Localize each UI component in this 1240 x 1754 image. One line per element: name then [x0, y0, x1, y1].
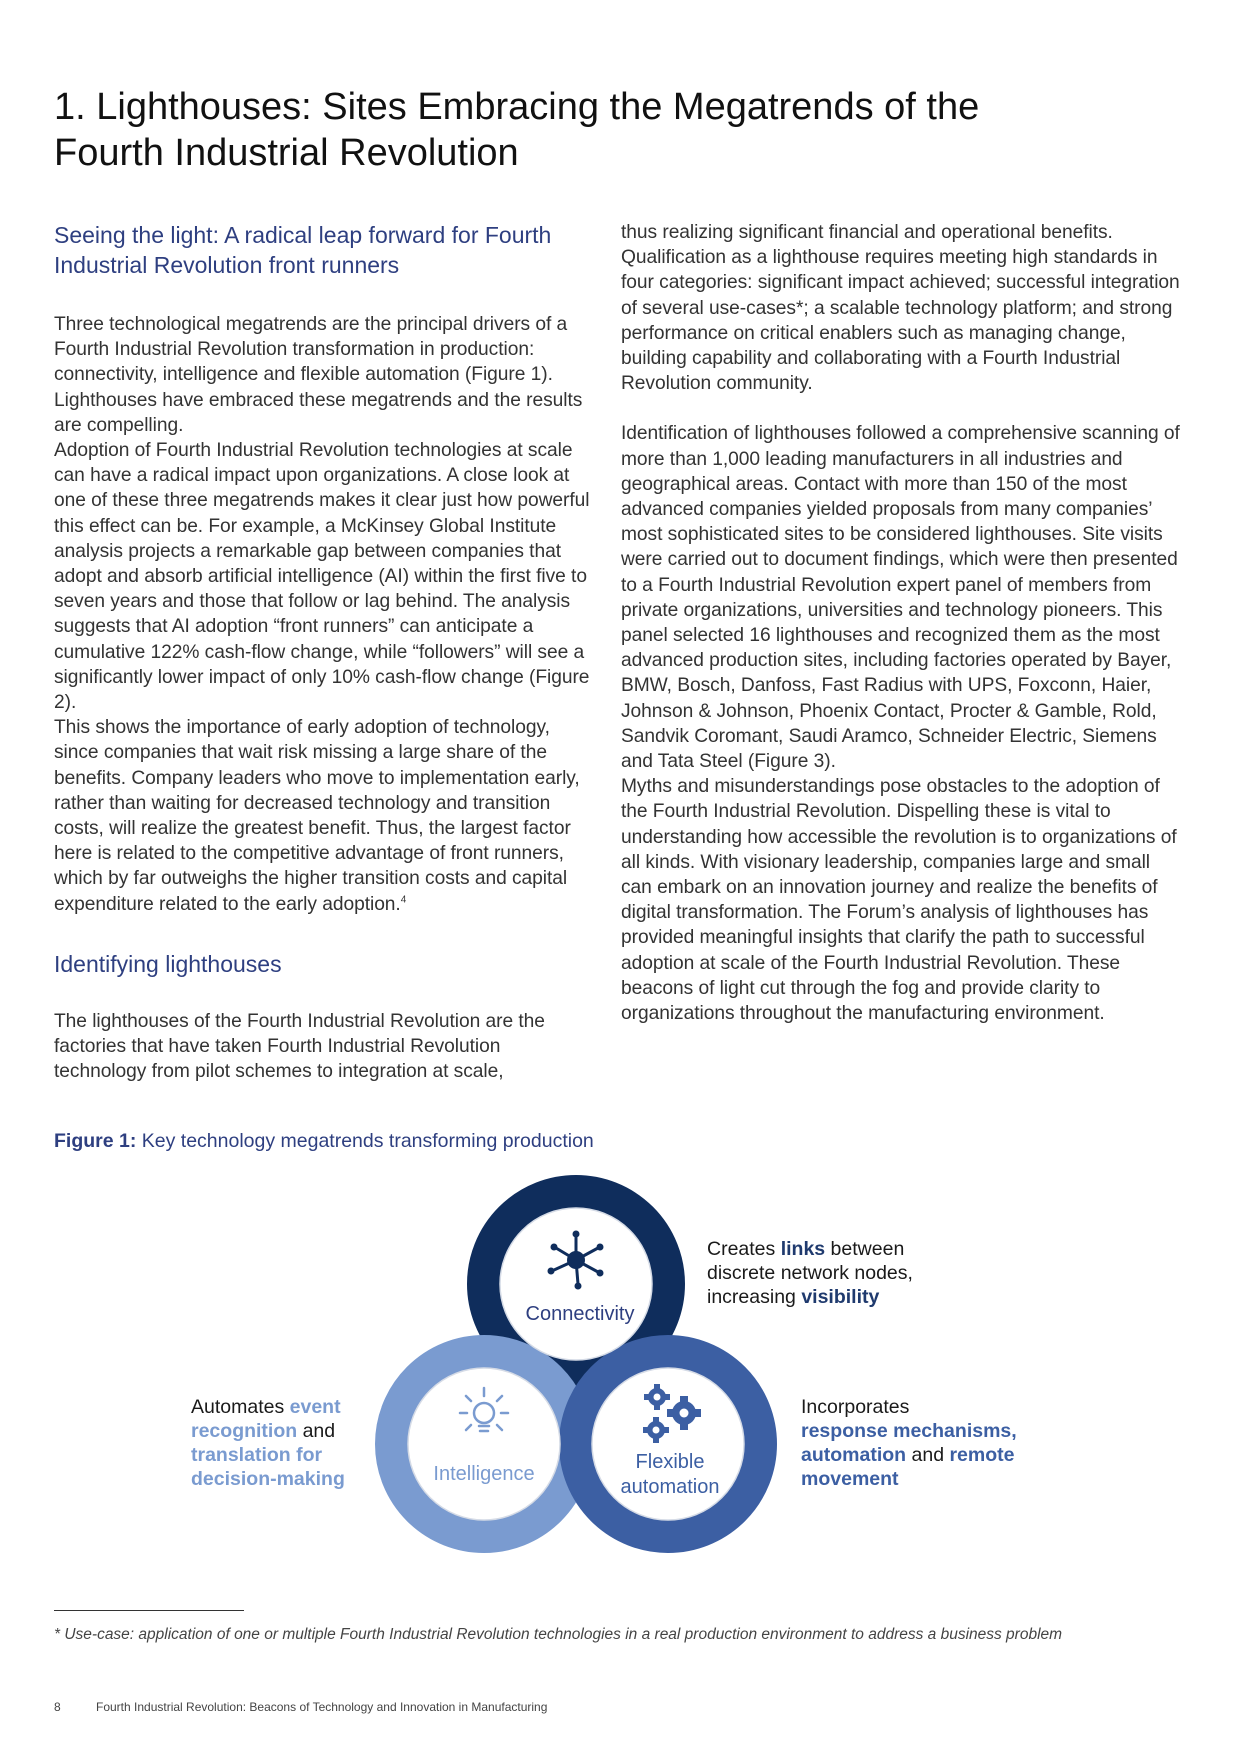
footnote-divider	[54, 1610, 244, 1611]
annotation-text: and	[906, 1444, 950, 1466]
flexible-automation-label-line1: Flexible	[635, 1451, 705, 1473]
annotation-highlight: event	[289, 1396, 341, 1418]
annotation-highlight: translation for	[191, 1444, 323, 1466]
annotation-text: discrete network nodes,	[707, 1262, 913, 1284]
right-column	[621, 220, 1181, 1026]
paragraph: Three technological megatrends are the principal drivers of a Fourth Industrial Revolution transformation in production: connectivity, intelligence and flexible automation (Figure 1). Lighthouses have embraced these megatrends and the results are compelling.	[54, 314, 583, 436]
annotation-highlight: decision-making	[191, 1468, 345, 1490]
paragraph: Adoption of Fourth Industrial Revolution technologies at scale can have a radical impact upon organizations. A close look at one of these three megatrends makes it clear just how powerful this effect can be. For example, a McKinsey Global Institute analysis projects a remarkable gap between companies that adopt and absorb artificial intelligence (AI) within the first five to seven years and those that follow or lag behind. The analysis suggests that AI adoption “front runners” can anticipate a cumulative 122% cash-flow change, while “followers” will see a significantly lower impact of only 10% cash-flow change (Figure 2).	[54, 440, 590, 714]
megatrends-diagram	[0, 1160, 1240, 1580]
flexible-automation-label-line2: automation	[620, 1476, 720, 1498]
footer-document-title: Fourth Industrial Revolution: Beacons of Technology and Innovation in Manufacturing	[96, 1700, 548, 1714]
paragraph: The lighthouses of the Fourth Industrial Revolution are the factories that have taken Fourth Industrial Revolution technology from pilot schemes to integration at scale,	[54, 1010, 545, 1083]
section-heading-identifying-lighthouses: Identifying lighthouses	[54, 950, 282, 977]
paragraph: Myths and misunderstandings pose obstacles to the adoption of the Fourth Industrial Revolution. Dispelling these is vital to understanding how accessible the revolution is to organizations of all kinds. With visionary leadership, companies large and small can embark on an innovation journey and realize the benefits of digital transformation. The Forum’s analysis of lighthouses has provided meaningful insights that clarify the path to successful adoption at scale of the Fourth Industrial Revolution. These beacons of light cut through the fog and provide clarity to organizations throughout the manufacturing environment.	[621, 776, 1177, 1025]
figure-label: Figure 1:	[54, 1130, 137, 1152]
paragraph: thus realizing significant financial and operational benefits. Qualification as a lighthouse requires meeting high standards in four categories: significant impact achieved; successful integration of several use-cases*; a scalable technology platform; and strong performance on critical enablers such as managing change, building capability and collaborating with a Fourth Industrial Revolution community.	[621, 222, 1180, 395]
page-title: 1. Lighthouses: Sites Embracing the Megatrends of the Fourth Industrial Revolution	[54, 86, 980, 174]
section-heading-seeing-the-light: Seeing the light: A radical leap forward for Fourth Industrial Revolution front runners	[54, 222, 552, 278]
intelligence-annotation	[191, 1395, 345, 1491]
connectivity-label: Connectivity	[525, 1303, 635, 1325]
intelligence-label: Intelligence	[433, 1463, 535, 1485]
annotation-highlight: recognition	[191, 1420, 298, 1442]
automation-annotation	[801, 1395, 1017, 1491]
paragraph	[54, 715, 594, 917]
figure-caption	[54, 1130, 594, 1153]
connectivity-annotation	[707, 1237, 913, 1309]
annotation-text: increasing	[707, 1286, 802, 1308]
annotation-highlight: automation	[801, 1444, 907, 1466]
paragraph-text: This shows the importance of early adoption of technology, since companies that wait risk missing a large share of the benefits. Company leaders who move to implementation early, rather than waiting for decreased technology and transition costs, will realize the greatest benefit. Thus, the largest factor here is related to the competitive advantage of front runners, which by far outweighs the higher transition costs and capital expenditure related to the early adoption.	[54, 717, 580, 915]
footnote: * Use-case: application of one or multiple Fourth Industrial Revolution technologies in a real production environment to address a business problem	[54, 1626, 1063, 1643]
page-number: 8	[54, 1700, 61, 1714]
annotation-text: and	[297, 1420, 336, 1442]
annotation-highlight: links	[780, 1238, 826, 1260]
annotation-text: between	[825, 1238, 905, 1260]
footnote-ref: 4	[400, 894, 407, 906]
annotation-highlight: remote	[949, 1444, 1015, 1466]
paragraph: Identification of lighthouses followed a comprehensive scanning of more than 1,000 leading manufacturers in all industries and geographical areas. Contact with more than 150 of the most advanced companies yielded proposals from many companies’ most sophisticated sites to be considered lighthouses. Site visits were carried out to document findings, which were then presented to a Fourth Industrial Revolution expert panel of members from private organizations, universities and technology pioneers. This panel selected 16 lighthouses and recognized them as the most advanced production sites, including factories operated by Bayer, BMW, Bosch, Danfoss, Fast Radius with UPS, Foxconn, Haier, Johnson & Johnson, Phoenix Contact, Procter & Gamble, Rold, Sandvik Coromant, Saudi Aramco, Schneider Electric, Siemens and Tata Steel (Figure 3).	[621, 423, 1180, 773]
left-column	[54, 220, 594, 1084]
annotation-text: Creates	[707, 1238, 781, 1260]
annotation-text: Automates	[191, 1396, 290, 1418]
annotation-highlight: movement	[801, 1468, 899, 1490]
annotation-highlight: visibility	[801, 1286, 880, 1308]
figure-caption-text: Key technology megatrends transforming production	[141, 1130, 594, 1152]
annotation-highlight: response mechanisms,	[801, 1420, 1017, 1442]
annotation-text: Incorporates	[801, 1396, 910, 1418]
